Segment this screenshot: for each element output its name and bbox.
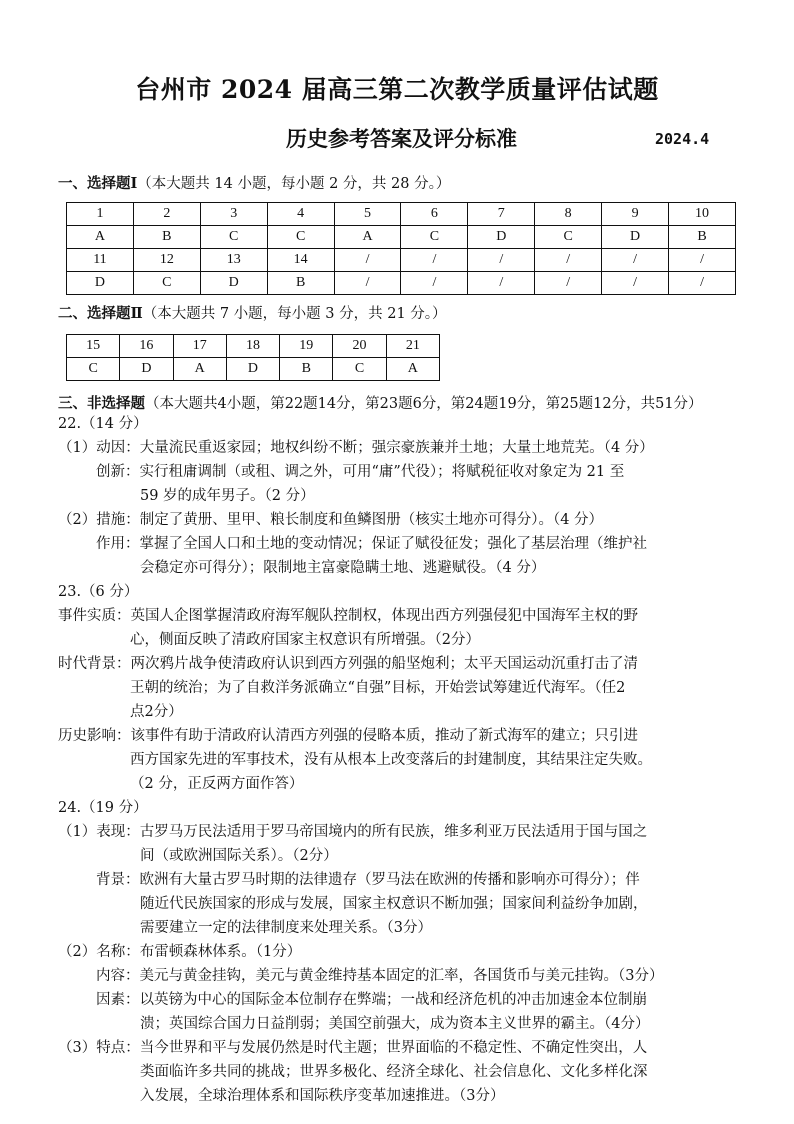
question-number-cell: 8: [535, 203, 602, 226]
answer-line: 创新：实行租庸调制（或租、调之外，可用“庸”代役）；将赋税征收对象定为 21 至: [96, 464, 625, 480]
choice-answer-table-2: [66, 334, 440, 381]
answer-line: （2 分，正反两方面作答）: [130, 776, 304, 792]
answer-line: （2）措施：制定了黄册、里甲、粮长制度和鱼鳞图册（核实土地亦可得分）。（4 分）: [58, 512, 604, 528]
answer-cell: A: [173, 358, 226, 381]
answer-line: （3）特点：当今世界和平与发展仍然是时代主题；世界面临的不稳定性、不确定性突出，人: [58, 1040, 648, 1056]
answer-line: 间（或欧洲国际关系）。（2分）: [140, 848, 338, 864]
answer-cell: C: [401, 226, 468, 249]
answer-line: 背景：欧洲有大量古罗马时期的法律遗存（罗马法在欧洲的传播和影响亦可得分）；伴: [96, 872, 640, 888]
answer-line: 类面临许多共同的挑战；世界多极化、经济全球化、社会信息化、文化多样化深: [140, 1064, 648, 1080]
answer-cell: B: [669, 226, 736, 249]
question-number-cell: /: [669, 249, 736, 272]
section3-heading: [58, 392, 703, 413]
question-number-cell: 5: [334, 203, 401, 226]
question-number-cell: /: [401, 249, 468, 272]
question-number-cell: /: [468, 249, 535, 272]
question-number-cell: 9: [602, 203, 669, 226]
section3-note: （本大题共4小题，第22题14分，第23题6分，第24题19分，第25题12分，共51分）: [145, 396, 703, 412]
page-subtitle: 历史参考答案及评分标准: [286, 126, 517, 151]
question-number-cell: 13: [200, 249, 267, 272]
question-number-cell: 6: [401, 203, 468, 226]
answer-line: 24.（19 分）: [58, 800, 148, 816]
answer-row: [67, 226, 736, 249]
answer-cell: C: [133, 272, 200, 295]
question-number-cell: 1: [67, 203, 134, 226]
answer-row: [67, 358, 440, 381]
question-number-cell: /: [334, 249, 401, 272]
answer-cell: /: [468, 272, 535, 295]
answer-cell: /: [401, 272, 468, 295]
answer-line: 内容：美元与黄金挂钩，美元与黄金维持基本固定的汇率，各国货币与美元挂钩。（3分）: [96, 968, 664, 984]
question-number-cell: 16: [120, 335, 173, 358]
answer-cell: /: [602, 272, 669, 295]
question-number-cell: 11: [67, 249, 134, 272]
answer-cell: A: [334, 226, 401, 249]
answer-line: 会稳定亦可得分）；限制地主富豪隐瞒土地、逃避赋役。（4 分）: [140, 560, 546, 576]
section2-title: 二、选择题Ⅱ: [58, 305, 143, 322]
choice-answer-table-1: [66, 202, 736, 295]
question-number-cell: 7: [468, 203, 535, 226]
answer-line: 入发展，全球治理体系和国际秩序变革加速推进。（3分）: [140, 1088, 505, 1104]
answer-line: 事件实质：英国人企图掌握清政府海军舰队控制权，体现出西方列强侵犯中国海军主权的野: [58, 608, 638, 624]
question-number-cell: 18: [226, 335, 279, 358]
answer-cell: C: [267, 226, 334, 249]
question-number-cell: 17: [173, 335, 226, 358]
answer-cell: C: [535, 226, 602, 249]
answer-line: 点2分）: [130, 704, 183, 720]
answer-cell: D: [226, 358, 279, 381]
section3-title: 三、非选择题: [58, 395, 145, 412]
answer-row: [67, 335, 440, 358]
answer-line: （1）表现：古罗马万民法适用于罗马帝国境内的所有民族，维多利亚万民法适用于国与国之: [58, 824, 648, 840]
answer-line: 王朝的统治；为了自救洋务派确立“自强”目标，开始尝试筹建近代海军。（任2: [130, 680, 626, 696]
answer-cell: /: [669, 272, 736, 295]
answer-line: 溃；英国综合国力日益削弱；美国空前强大，成为资本主义世界的霸主。（4分）: [140, 1016, 650, 1032]
answer-cell: B: [133, 226, 200, 249]
answer-line: 22.（14 分）: [58, 416, 148, 432]
answer-line: 西方国家先进的军事技术，没有从根本上改变落后的封建制度，其结果注定失败。: [130, 752, 652, 768]
section2-heading: [58, 302, 447, 323]
answer-row: [67, 272, 736, 295]
answer-cell: A: [386, 358, 439, 381]
answer-line: 作用：掌握了全国人口和土地的变动情况；保证了赋役征发；强化了基层治理（维护社: [96, 536, 647, 552]
answer-cell: C: [67, 358, 120, 381]
section1-heading: [58, 172, 450, 193]
answer-line: 随近代民族国家的形成与发展，国家主权意识不断加强；国家间利益纷争加剧，: [140, 896, 648, 912]
question-number-cell: 4: [267, 203, 334, 226]
question-number-cell: 15: [67, 335, 120, 358]
answer-line: 时代背景：两次鸦片战争使清政府认识到西方列强的船坚炮利；太平天国运动沉重打击了清: [58, 656, 638, 672]
answer-cell: /: [535, 272, 602, 295]
question-number-cell: /: [602, 249, 669, 272]
answer-line: 因素：以英镑为中心的国际金本位制存在弊端；一战和经济危机的冲击加速金本位制崩: [96, 992, 647, 1008]
question-number-cell: 19: [280, 335, 333, 358]
question-number-cell: 20: [333, 335, 386, 358]
question-number-cell: 10: [669, 203, 736, 226]
section1-note: （本大题共 14 小题，每小题 2 分，共 28 分。）: [137, 176, 451, 192]
answer-cell: D: [468, 226, 535, 249]
answer-cell: B: [280, 358, 333, 381]
answer-line: 59 岁的成年男子。（2 分）: [140, 488, 315, 504]
answer-cell: D: [67, 272, 134, 295]
answer-row: [67, 203, 736, 226]
answer-line: （2）名称：布雷顿森林体系。（1分）: [58, 944, 302, 960]
answer-cell: D: [602, 226, 669, 249]
answer-line: 心，侧面反映了清政府国家主权意识有所增强。（2分）: [130, 632, 480, 648]
answer-cell: C: [333, 358, 386, 381]
answer-cell: C: [200, 226, 267, 249]
question-number-cell: 21: [386, 335, 439, 358]
question-number-cell: 14: [267, 249, 334, 272]
question-number-cell: 3: [200, 203, 267, 226]
question-number-cell: /: [535, 249, 602, 272]
answer-line: 历史影响：该事件有助于清政府认清西方列强的侵略本质，推动了新式海军的建立；只引进: [58, 728, 638, 744]
answer-cell: /: [334, 272, 401, 295]
section1-title: 一、选择题Ⅰ: [58, 175, 138, 192]
answer-line: 需要建立一定的法律制度来处理关系。（3分）: [140, 920, 432, 936]
answer-cell: D: [200, 272, 267, 295]
answer-cell: D: [120, 358, 173, 381]
answer-cell: A: [67, 226, 134, 249]
answer-line: （1）动因：大量流民重返家园；地权纠纷不断；强宗豪族兼并土地；大量土地荒芜。（4 分）: [58, 440, 654, 456]
answer-cell: B: [267, 272, 334, 295]
question-number-cell: 12: [133, 249, 200, 272]
section2-note: （本大题共 7 小题，每小题 3 分，共 21 分。）: [142, 306, 447, 322]
answer-row: [67, 249, 736, 272]
question-number-cell: 2: [133, 203, 200, 226]
document-date: 2024.4: [655, 130, 710, 148]
answer-line: 23.（6 分）: [58, 584, 139, 600]
page-title: 台州市 2024 届高三第二次教学质量评估试题: [135, 75, 659, 104]
